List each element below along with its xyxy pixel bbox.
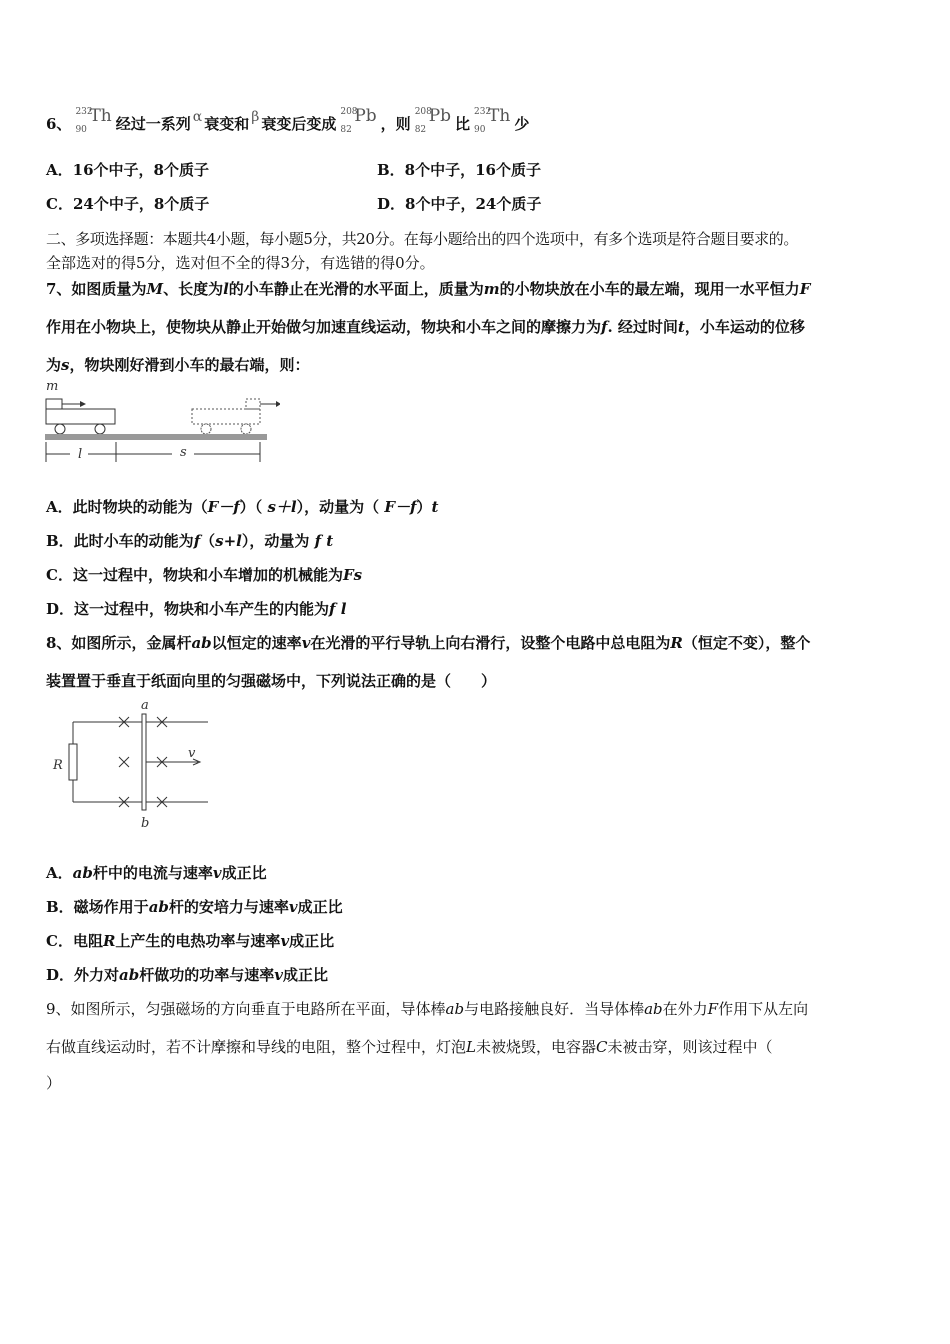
var-s: s	[61, 356, 70, 374]
section-2-scoring: 全部选对的得5分，选对但不全的得3分，有选错的得0分。	[46, 254, 435, 272]
atomic-number: 82	[414, 125, 427, 135]
text: ）	[416, 498, 432, 516]
block-m	[46, 399, 62, 409]
q6-text-2: 衰变和	[204, 115, 250, 133]
q6-option-a[interactable]: A．16个中子，8个质子	[46, 161, 209, 179]
text: C．这一过程中，物块和小车增加的机械能为	[46, 566, 343, 584]
math: v	[212, 864, 222, 882]
text: ），动量为	[241, 532, 315, 550]
atomic-number: 82	[340, 125, 352, 135]
q8-option-d[interactable]	[46, 965, 328, 985]
text: 为	[46, 356, 62, 374]
fig-label-b: b	[141, 816, 150, 831]
text: 成正比	[282, 966, 328, 984]
text: 在外力	[662, 1000, 708, 1018]
q7-option-c[interactable]	[46, 565, 362, 585]
math: f l	[329, 600, 347, 618]
cart-end	[192, 409, 260, 424]
q6-option-d[interactable]: D．8个中子，24个质子	[377, 195, 542, 213]
q7-option-d[interactable]	[46, 599, 346, 619]
wheel	[95, 424, 105, 434]
math: ab	[148, 898, 169, 916]
text: 成正比	[221, 864, 267, 882]
q8-stem-line1	[46, 633, 810, 653]
q6-text-1: 经过一系列	[115, 115, 191, 133]
text: 杆中的电流与速率	[92, 864, 213, 882]
math: v	[288, 898, 298, 916]
text: ，小车运动的位移	[684, 318, 805, 336]
fig-label-a: a	[141, 698, 149, 713]
element-symbol: Pb	[428, 106, 452, 126]
math: s＋l	[267, 498, 297, 516]
mass-number: 208	[414, 107, 432, 117]
text: 8、如图所示，金属杆	[46, 634, 192, 652]
text: . 经过时间	[607, 318, 678, 336]
fig-label-l: l	[78, 447, 83, 462]
text: 成正比	[297, 898, 343, 916]
math: ab	[72, 864, 93, 882]
text: 与电路接触良好．当导体棒	[464, 1000, 645, 1018]
fig-label-m: m	[46, 379, 59, 394]
text: 以恒定的速率	[211, 634, 302, 652]
text: 杆的安培力与速率	[168, 898, 289, 916]
text: 在光滑的平行导轨上向右滑行，设整个电路中总电阻为	[310, 634, 671, 652]
var-f: f	[601, 318, 608, 336]
text: （	[200, 532, 216, 550]
var-t: t	[677, 318, 685, 336]
math: F－f	[384, 498, 417, 516]
var-l: l	[223, 280, 229, 298]
text: 右做直线运动时，若不计摩擦和导线的电阻，整个过程中，灯泡	[46, 1038, 467, 1056]
q6-text-6: 少	[514, 115, 530, 133]
var-ab: ab	[445, 1000, 465, 1018]
element-symbol: Th	[89, 106, 112, 126]
rod-ab	[142, 714, 146, 810]
text: D．这一过程中，物块和小车产生的内能为	[46, 600, 330, 618]
text: C．电阻	[46, 932, 103, 950]
text: D．外力对	[46, 966, 120, 984]
var-v: v	[301, 634, 311, 652]
q9-stem-line3: ）	[46, 1074, 62, 1092]
math: ab	[119, 966, 140, 984]
cart-start	[46, 409, 115, 424]
q6-option-c[interactable]: C．24个中子，8个质子	[46, 195, 210, 213]
math: v	[280, 932, 290, 950]
arrow-head	[276, 401, 280, 407]
q8-circuit-figure	[48, 696, 218, 832]
q9-stem-line1	[46, 999, 808, 1019]
text: B．此时小车的动能为	[46, 532, 194, 550]
mass-number: 232	[75, 107, 93, 117]
q8-option-c[interactable]	[46, 931, 334, 951]
var-ab: ab	[191, 634, 212, 652]
fig-label-R: R	[53, 758, 63, 773]
element-symbol: Th	[488, 106, 511, 126]
nuclide-th232-b	[474, 106, 511, 135]
q6-stem	[46, 106, 530, 135]
text: ）（	[239, 498, 268, 516]
text: 未被击穿，则该过程中（	[607, 1038, 773, 1056]
atomic-number: 90	[474, 125, 486, 135]
wheel	[201, 424, 211, 434]
q8-option-b[interactable]	[46, 897, 343, 917]
var-L: L	[466, 1038, 476, 1056]
fig-label-v: v	[188, 746, 196, 761]
wheel	[241, 424, 251, 434]
section-2-heading: 二、多项选择题：本题共4小题，每小题5分，共20分。在每小题给出的四个选项中，有多个选项是符合题目要求的。	[46, 230, 798, 248]
q7-stem-line2	[46, 317, 805, 337]
math: s+l	[215, 532, 242, 550]
var-m: m	[483, 280, 500, 298]
q7-option-a[interactable]	[46, 497, 438, 517]
q6-number: 6、	[46, 115, 72, 133]
q7-cart-figure	[40, 376, 280, 466]
var-F: F	[707, 1000, 719, 1018]
text: 的小物块放在小车的最左端，现用一水平恒力	[499, 280, 800, 298]
var-C: C	[596, 1038, 608, 1056]
text: A．	[46, 864, 73, 882]
resistor	[69, 744, 77, 780]
atomic-number: 90	[75, 125, 87, 135]
text: 作用在小物块上，使物块从静止开始做匀加速直线运动，物块和小车之间的摩擦力为	[46, 318, 602, 336]
q9-stem-line2	[46, 1037, 773, 1057]
nuclide-pb208-b	[414, 106, 452, 135]
text: 作用下从左向	[718, 1000, 809, 1018]
text: 的小车静止在光滑的水平面上，质量为	[228, 280, 484, 298]
text: 上产生的电热功率与速率	[115, 932, 281, 950]
mass-number: 232	[474, 107, 492, 117]
q8-stem-line2: 装置置于垂直于纸面向里的匀强磁场中，下列说法正确的是（ ）	[46, 672, 497, 690]
math: t	[431, 498, 439, 516]
q7-option-b[interactable]	[46, 531, 333, 551]
beta-symbol: β	[251, 109, 260, 125]
q6-text-3: 衰变后变成	[261, 115, 337, 133]
nuclide-th232	[75, 106, 112, 135]
var-F: F	[799, 280, 811, 298]
fig-label-s: s	[180, 445, 187, 460]
text: B．磁场作用于	[46, 898, 149, 916]
text: （恒定不变），整个	[682, 634, 811, 652]
var-ab: ab	[644, 1000, 663, 1018]
q8-option-a[interactable]	[46, 863, 267, 883]
q6-text-4: ，则	[380, 115, 411, 133]
text: 9、如图所示，匀强磁场的方向垂直于电路所在平面，导体棒	[46, 1000, 446, 1018]
q7-stem-line3	[46, 355, 309, 375]
math: Fs	[342, 566, 363, 584]
nuclide-pb208	[340, 106, 377, 135]
math: R	[102, 932, 116, 950]
math: f	[193, 532, 201, 550]
q6-text-5: 比	[455, 115, 471, 133]
mass-number: 208	[340, 107, 358, 117]
math: v	[274, 966, 283, 984]
var-R: R	[670, 634, 683, 652]
element-symbol: Pb	[354, 106, 377, 126]
alpha-symbol: α	[192, 109, 203, 125]
math: f t	[314, 532, 334, 550]
arrow-head	[80, 401, 86, 407]
text: A．此时物块的动能为（	[46, 498, 208, 516]
text: 未被烧毁，电容器	[475, 1038, 596, 1056]
ground	[45, 434, 267, 440]
var-M: M	[146, 280, 164, 298]
text: 、长度为	[163, 280, 224, 298]
block-m-end	[246, 399, 260, 409]
text: 7、如图质量为	[46, 280, 147, 298]
wheel	[55, 424, 65, 434]
q7-stem-line1	[46, 279, 810, 299]
text: ），动量为（	[296, 498, 385, 516]
q6-option-b[interactable]: B．8个中子，16个质子	[377, 161, 541, 179]
text: 杆做功的功率与速率	[139, 966, 275, 984]
math: F－f	[207, 498, 240, 516]
text: 成正比	[289, 932, 335, 950]
text: ，物块刚好滑到小车的最右端，则：	[69, 356, 310, 374]
